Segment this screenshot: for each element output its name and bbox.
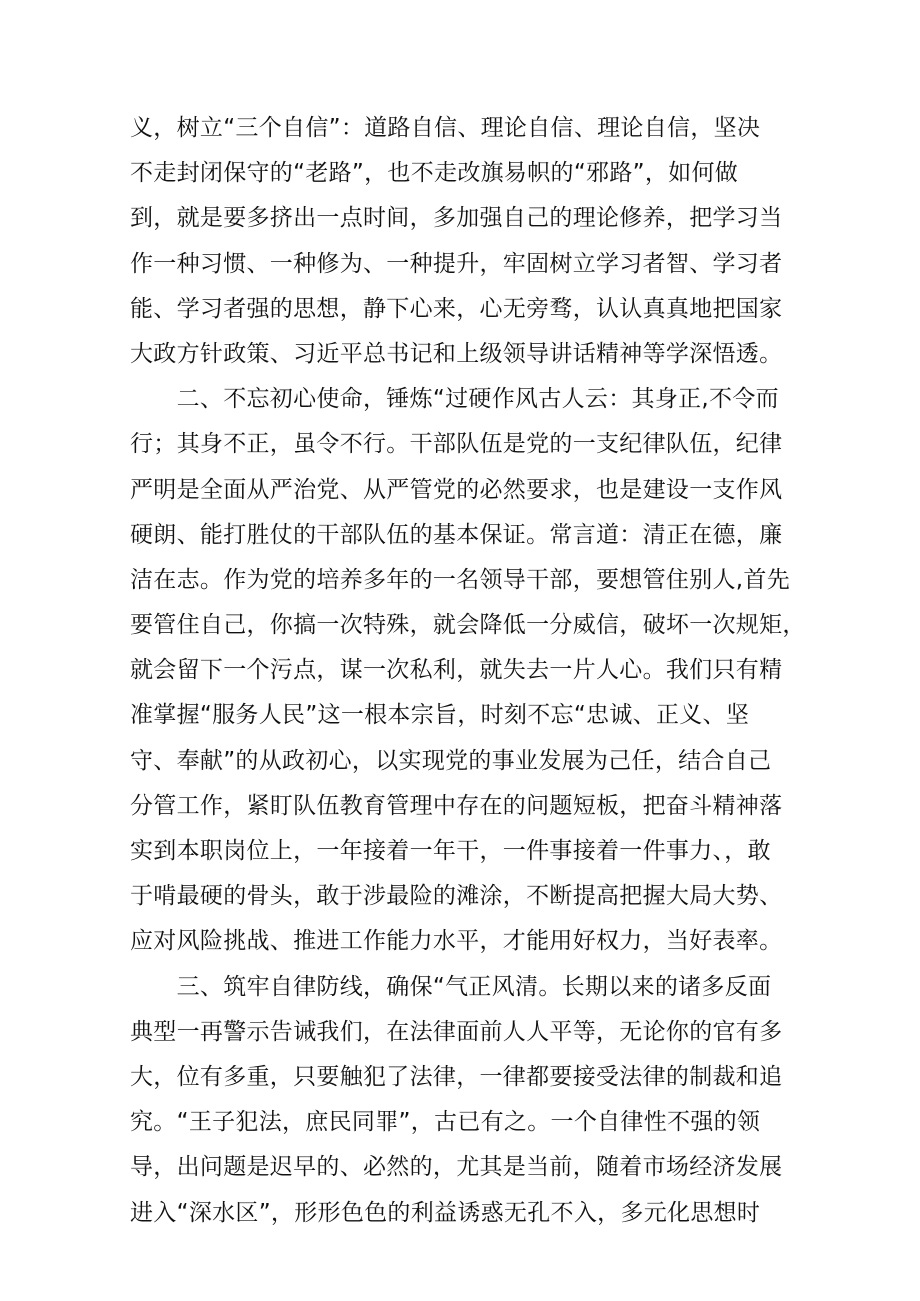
text-line: 三、筑牢自律防线，确保“气正风清。长期以来的诸多反面 [130,973,772,1000]
text-line: 典型一再警示告诫我们，在法律面前人人平等，无论你的官有多 [130,1018,783,1045]
text-line: 到，就是要多挤出一点时间，多加强自己的理论修养，把学习当 [130,205,783,232]
text-line: 严明是全面从严治党、从严管党的必然要求，也是建设一支作风 [130,476,783,503]
text-line: 行；其身不正，虽令不行。干部队伍是党的一支纪律队伍，纪律 [130,431,783,458]
text-line: 二、不忘初心使命，锤炼“过硬作风古人云：其身正,不令而 [130,386,779,413]
text-line: 就会留下一个污点，谋一次私利，就失去一片人心。我们只有精 [130,657,783,684]
text-line: 作一种习惯、一种修为、一种提升，牢固树立学习者智、学习者 [130,250,783,277]
text-line: 要管住自己，你搞一次特殊，就会降低一分威信，破坏一次规矩， [130,612,806,639]
text-line: 大政方针政策、习近平总书记和上级领导讲话精神等学深悟透。 [130,340,783,367]
text-line: 守、奉献”的从政初心，以实现党的事业发展为己任，结合自己 [130,747,772,774]
text-line: 分管工作，紧盯队伍教育管理中存在的问题短板，把奋斗精神落 [130,792,783,819]
text-line: 实到本职岗位上，一年接着一年干，一件事接着一件事力、，敢 [130,838,771,864]
text-line: 不走封闭保守的“老路”，也不走改旗易帜的“邪路”，如何做 [130,160,739,187]
text-line: 大，位有多重，只要触犯了法律，一律都要接受法律的制裁和追 [130,1063,783,1090]
text-line: 义，树立“三个自信”：道路自信、理论自信、理论自信，坚决 [130,115,761,141]
text-line: 硬朗、能打胜仗的干部队伍的基本保证。常言道：清正在德，廉 [130,521,783,548]
text-line: 准掌握“服务人民”这一根本宗旨，时刻不忘“忠诚、正义、坚 [130,702,750,729]
text-line: 于啃最硬的骨头，敢于涉最险的滩涂，不断提高把握大局大势、 [130,883,783,910]
text-line: 进入“深水区”，形形色色的利益诱惑无孔不入，多元化思想时 [130,1199,761,1226]
text-line: 能、学习者强的思想，静下心来，心无旁骛，认认真真地把国家 [130,295,783,322]
text-line: 究。“王子犯法，庶民同罪”，古已有之。一个自律性不强的领 [130,1109,761,1136]
text-line: 导，出问题是迟早的、必然的，尤其是当前，随着市场经济发展 [130,1154,783,1181]
text-line: 应对风险挑战、推进工作能力水平，才能用好权力，当好表率。 [130,928,783,955]
body-text [130,106,806,1236]
text-line: 洁在志。作为党的培养多年的一名领导干部，要想管住别人,首先 [130,566,791,593]
